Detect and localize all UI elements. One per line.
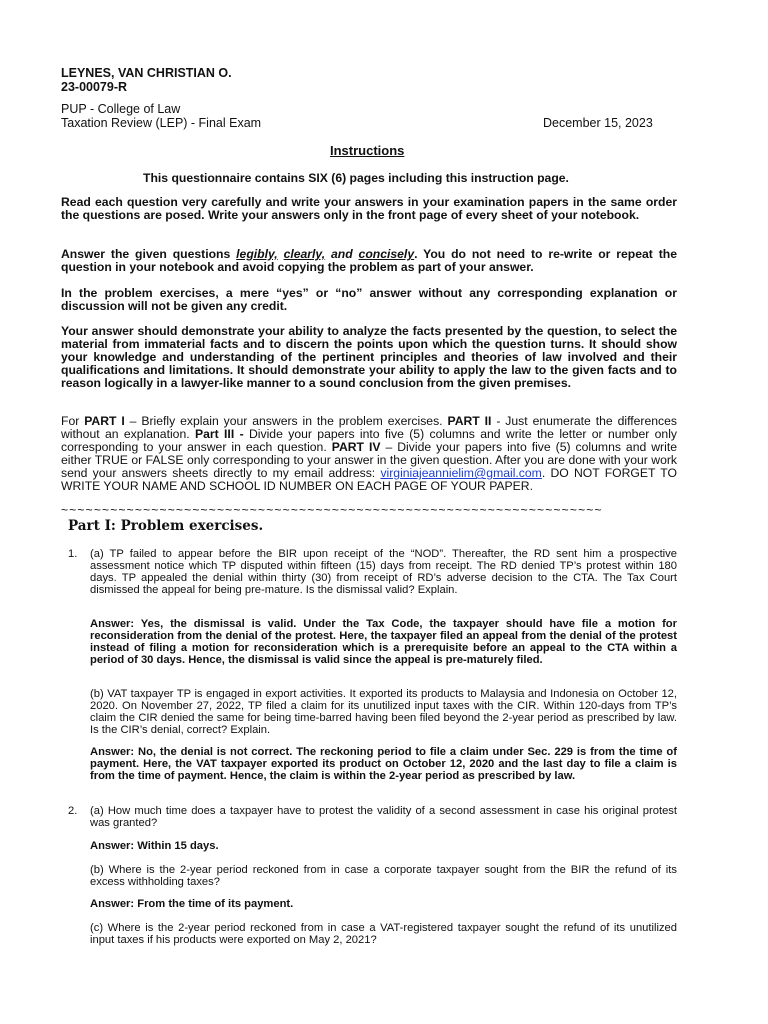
instruction-para-5: For PART I – Briefly explain your answers in the problem exercises. PART II - Just enumerate the differences without an explanation. Part III - Divide your papers into five (5) columns and write the letter or number only corresponding to your answer in each question. PART IV – Divide your papers into five (5) columns and write either TRUE or FALSE only corresponding to your answer in the given question. After you are done with your work send your answers sheets directly to my email address: virginiajeannielim@gmail.com. DO NOT FORGET TO WRITE YOUR NAME AND SCHOOL ID NUMBER ON EACH PAGE OF YOUR PAPER. (61, 414, 678, 493)
emph-clearly: clearly, (283, 247, 326, 261)
question-2-number: 2. (68, 805, 78, 817)
question-1a: (a) TP failed to appear before the BIR upon receipt of the “NOD”. Thereafter, the RD sent him a prospective assessment notice which TP disputed within fifteen (15) days from receipt. The RD denied TP’s protest within 180 days. TP appealed the denial within thirty (30) from receipt of RD’s adverse decision to the CTA. The Tax Court dismissed the appeal for being pre-mature. Is the dismissal valid? Explain. (90, 548, 677, 596)
question-1b: (b) VAT taxpayer TP is engaged in export activities. It exported its products to Malaysia and Indonesia on October 12, 2020. On November 27, 2022, TP filed a claim for its unutilized input taxes with the CIR. Within 120-days from TP’s claim the CIR denied the same for being time-barred having been filed beyond the 2-year period as prescribed by law. Is the CIR’s denial, correct? Explain. (90, 688, 677, 736)
instructions-title: Instructions (330, 143, 405, 158)
instruction-para-2: Answer the given questions legibly, clearly, and concisely. You do not need to re-write or repeat the question in your notebook and avoid copying the problem as part of your answer. (61, 247, 678, 274)
separator-line: ~~~~~~~~~~~~~~~~~~~~~~~~~~~~~~~~~~~~~~~~~~~~~~~~~~~~~~~~~~~~~~~~~~ (61, 503, 603, 517)
student-id: 23-00079-R (61, 80, 128, 94)
question-2a: (a) How much time does a taxpayer have to protest the validity of a second assessment in case his original protest was granted? (90, 805, 677, 829)
instruction-para-3: In the problem exercises, a mere “yes” or “no” answer without any corresponding explanation or discussion will not be given any credit. (61, 286, 677, 313)
answer-2a: Answer: Within 15 days. (90, 840, 219, 852)
answer-1a: Answer: Yes, the dismissal is valid. Under the Tax Code, the taxpayer should have file a motion for reconsideration from the denial of the protest. Here, the taxpayer filed an appeal from the denial of the protest instead of filing a motion for reconsideration which is a prerequisite before an appeal to the CTA within a period of 30 days. Hence, the dismissal is valid since the appeal is pre-maturely filed. (90, 618, 677, 666)
question-1-number: 1. (68, 548, 78, 560)
email-link[interactable]: virginiajeannielim@gmail.com (380, 466, 542, 480)
question-2c: (c) Where is the 2-year period reckoned from in case a VAT-registered taxpayer sought the refund of its unutilized input taxes if his products were exported on May 2, 2021? (90, 922, 677, 946)
answer-1b: Answer: No, the denial is not correct. The reckoning period to file a claim under Sec. 229 is from the time of payment. Here, the VAT taxpayer exported its product on October 12, 2020 and the last day to file a claim is from the time of payment. Hence, the claim is within the 2-year period as prescribed by law. (90, 746, 677, 782)
exam-date: December 15, 2023 (543, 116, 653, 130)
emph-concisely: concisely (358, 247, 415, 261)
emph-legibly: legibly, (236, 247, 278, 261)
pages-note: This questionnaire contains SIX (6) pages including this instruction page. (143, 171, 569, 185)
answer-2b: Answer: From the time of its payment. (90, 898, 294, 910)
question-2b: (b) Where is the 2-year period reckoned from in case a corporate taxpayer sought from the BIR the refund of its excess withholding taxes? (90, 864, 677, 888)
part1-title: Part I: Problem exercises. (68, 518, 264, 534)
instruction-para-1: Read each question very carefully and write your answers in your examination papers in the same order the questions are posed. Write your answers only in the front page of every sheet of your notebook. (61, 195, 677, 222)
instruction-para-4: Your answer should demonstrate your ability to analyze the facts presented by the question, to select the material from immaterial facts and to discern the points upon which the question turns. It should show your knowledge and understanding of the pertinent principles and theories of law involved and their qualifications and limitations. It should demonstrate your ability to apply the law to the given facts and to reason logically in a lawyer-like manner to a sound conclusion from the given premises. (61, 324, 677, 390)
student-name: LEYNES, VAN CHRISTIAN O. (61, 66, 232, 80)
school-name: PUP - College of Law (61, 102, 181, 116)
course-title: Taxation Review (LEP) - Final Exam (61, 116, 262, 130)
